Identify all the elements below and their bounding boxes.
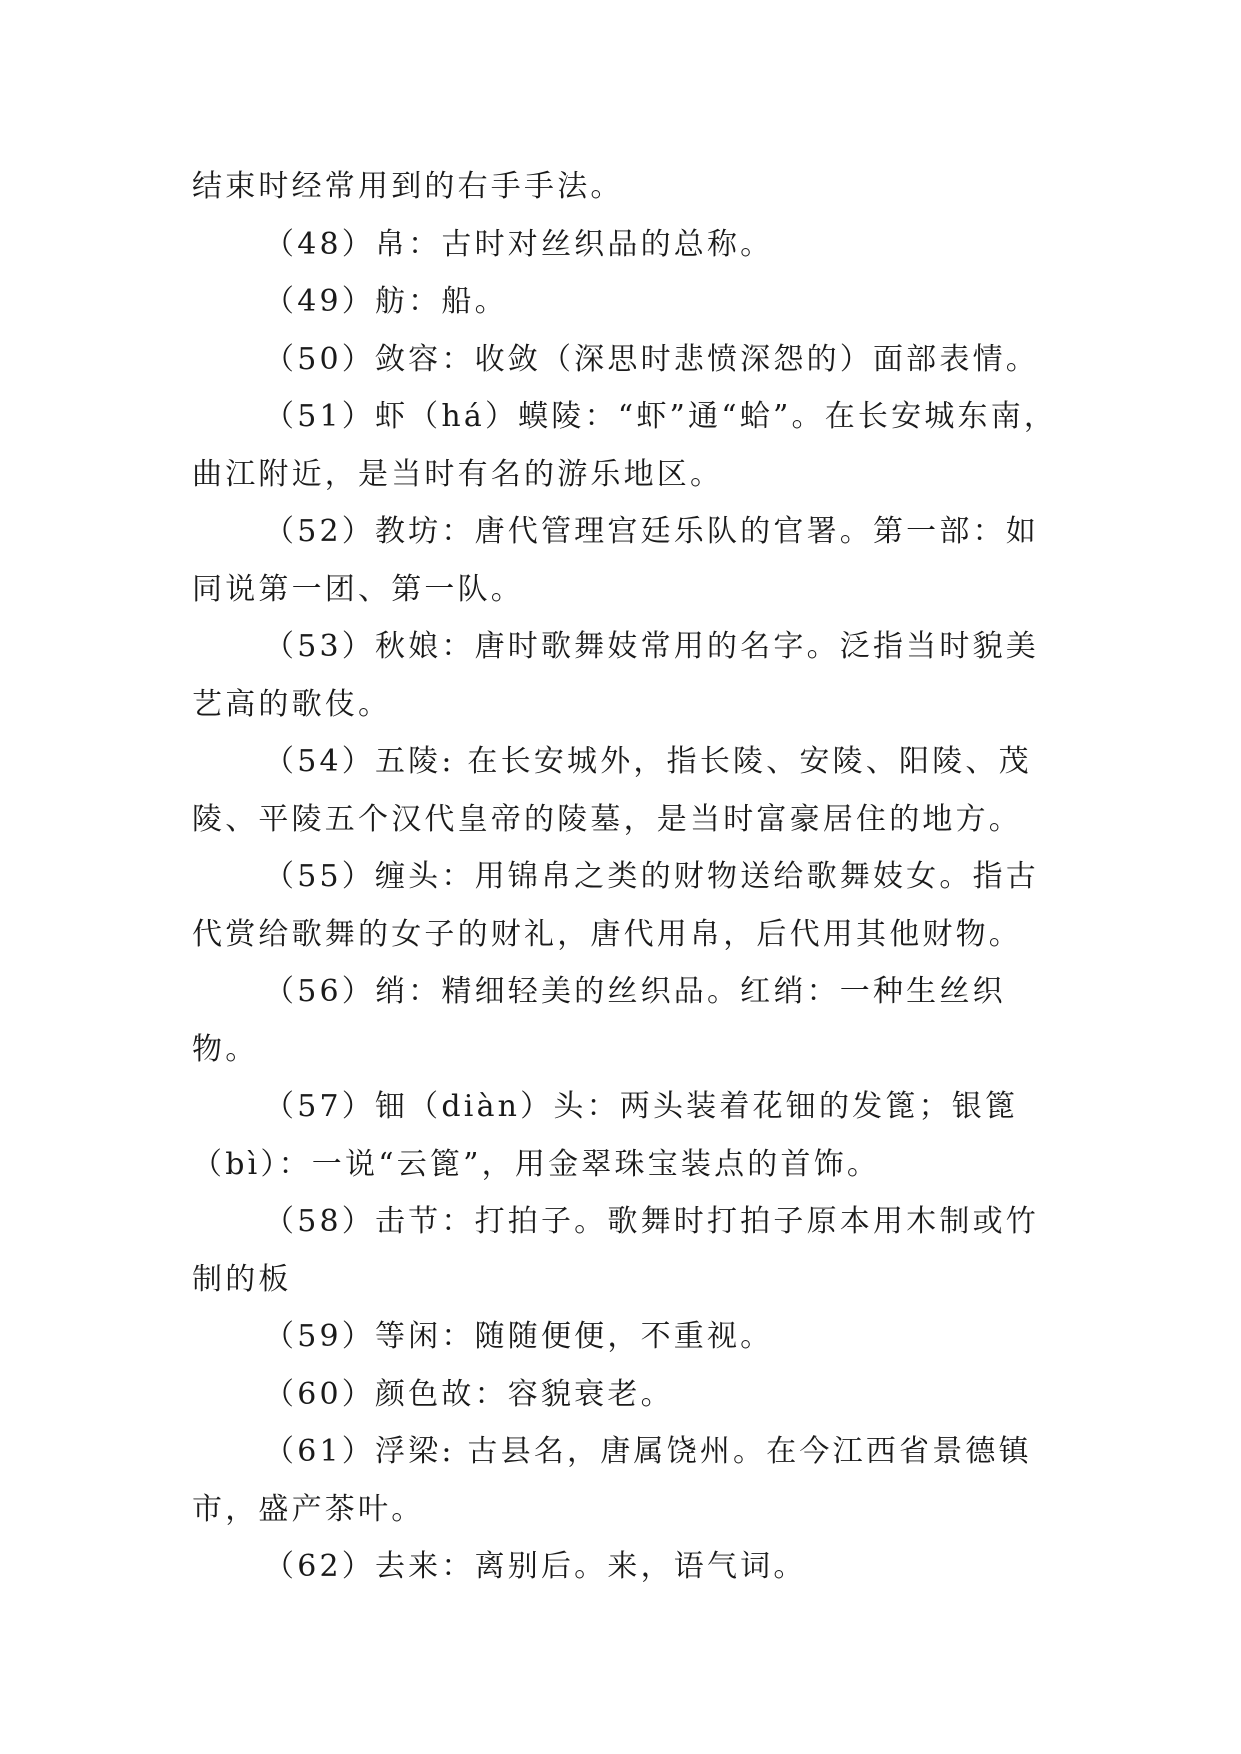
note-59: （59）等闲：随随便便，不重视。 [264, 1319, 774, 1354]
note-56: （56）绡：精细轻美的丝织品。红绡：一种生丝织物。 [192, 974, 1006, 1067]
note-49: （49）舫：船。 [264, 284, 508, 319]
note-62: （62）去来：离别后。来，语气词。 [264, 1549, 807, 1584]
note-57: （57）钿（diàn）头：两头装着花钿的发篦；银篦（bì）：一说“云篦”，用金翠珠宝装点的首饰。 [192, 1089, 1019, 1182]
note-58: （58）击节：打拍子。歌舞时打拍子原本用木制或竹制的板 [192, 1204, 1039, 1297]
note-48: （48）帛：古时对丝织品的总称。 [264, 226, 774, 262]
note-53: （53）秋娘：唐时歌舞妓常用的名字。泛指当时貌美艺高的歌伎。 [192, 629, 1039, 722]
note-55: （55）缠头：用锦帛之类的财物送给歌舞妓女。指古代赏给歌舞的女子的财礼，唐代用帛，后代用其他财物。 [192, 859, 1039, 952]
paragraph-continuation: 结束时经常用到的右手手法。 [192, 169, 624, 204]
note-51: （51）虾（há）蟆陵：“虾”通“蛤”。在长安城东南，曲江附近，是当时有名的游乐地区。 [192, 399, 1058, 492]
note-54: （54）五陵: 在长安城外，指长陵、安陵、阳陵、茂陵、平陵五个汉代皇帝的陵墓，是当时富豪居住的地方。 [192, 744, 1032, 837]
note-52: （52）教坊：唐代管理宫廷乐队的官署。第一部：如同说第一团、第一队。 [192, 514, 1039, 607]
annotation-text-block [192, 158, 1062, 1596]
note-60: （60）颜色故：容貌衰老。 [264, 1376, 674, 1412]
note-61: （61）浮梁: 古县名，唐属饶州。在今江西省景德镇市，盛产茶叶。 [192, 1434, 1032, 1527]
note-50: （50）敛容：收敛（深思时悲愤深怨的）面部表情。 [264, 341, 1039, 377]
